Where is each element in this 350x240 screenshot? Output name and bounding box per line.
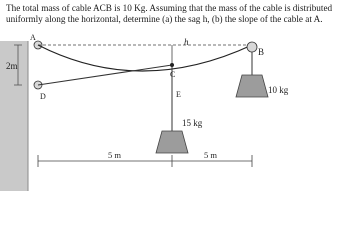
cable-diagram <box>0 27 350 191</box>
sag-label: h <box>184 37 189 47</box>
span-left-label: 5 m <box>108 150 121 160</box>
mass-b-label: 10 kg <box>268 85 289 95</box>
mass-e-label: 15 kg <box>182 118 203 128</box>
problem-statement: The total mass of cable ACB is 10 Kg. Assuming that the mass of the cable is distributed uniformly along the horizontal, determine (a) the sag h, (b) the slope of the cable at A. <box>6 3 333 24</box>
point-e-label: E <box>176 90 181 99</box>
pulley-b <box>247 42 257 52</box>
point-c-marker <box>170 63 174 67</box>
weight-b <box>236 75 268 97</box>
point-d-label: D <box>40 92 46 101</box>
weight-e <box>156 131 188 153</box>
span-right-label: 5 m <box>204 150 217 160</box>
height-label: 2m <box>6 61 18 71</box>
point-a-label: A <box>30 33 36 42</box>
point-b-label: B <box>258 47 265 57</box>
point-c-label: C <box>170 70 176 79</box>
cable-acb <box>38 45 252 71</box>
